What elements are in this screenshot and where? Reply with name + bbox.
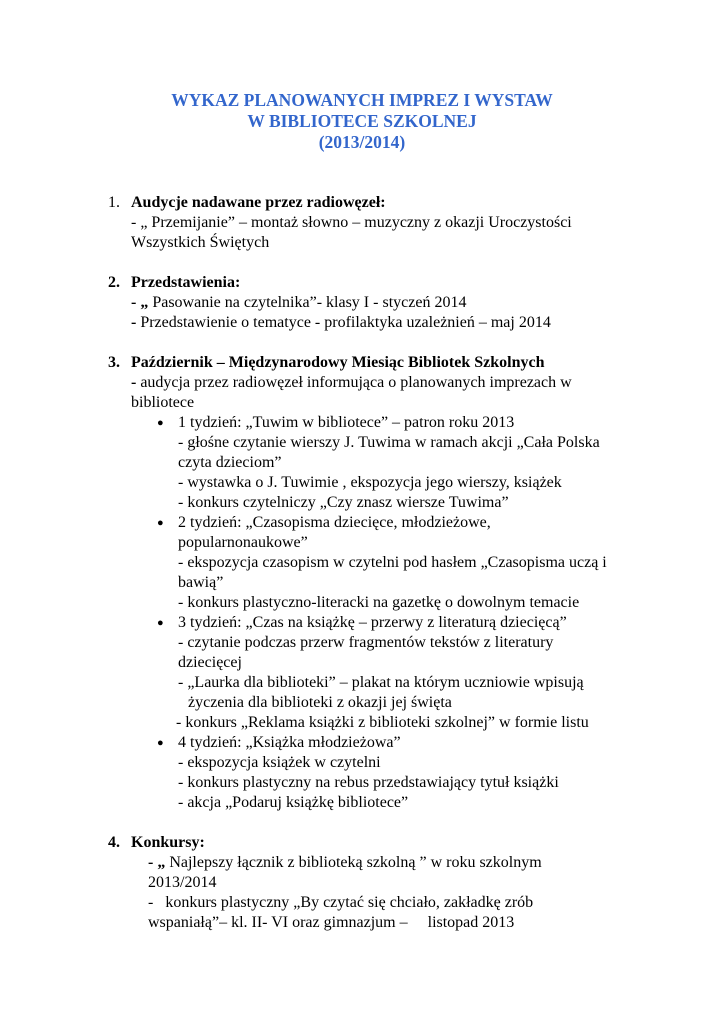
title-line-2: W BIBLIOTECE SZKOLNEJ bbox=[247, 111, 477, 131]
title-line-3: (2013/2014) bbox=[318, 132, 406, 152]
section-1-line: Wszystkich Świętych bbox=[131, 234, 270, 251]
item-dash: - „ bbox=[131, 294, 149, 311]
bullet-icon: ● bbox=[157, 617, 164, 629]
item-text: Najlepszy łącznik z biblioteką szkolną ” w roku szkolnym bbox=[165, 854, 542, 871]
week-3-line: - „Laurka dla biblioteki” – plakat na którym uczniowie wpisują bbox=[174, 674, 584, 691]
section-2-item bbox=[131, 293, 466, 313]
week-3-line: - czytanie podczas przerw fragmentów tekstów z literatury bbox=[178, 634, 554, 651]
week-4-line: - akcja „Podaruj książkę bibliotece” bbox=[178, 794, 409, 811]
section-2-number: 2. bbox=[108, 274, 120, 291]
section-1-line: - „ Przemijanie” – montaż słowno – muzyczny z okazji Uroczystości bbox=[131, 214, 572, 231]
item-text: Przedstawienie o tematyce - profilaktyka uzależnień – maj 2014 bbox=[136, 314, 551, 331]
bullet-icon: ● bbox=[157, 517, 164, 529]
section-2-heading: Przedstawienia: bbox=[131, 274, 241, 291]
section-1-number: 1. bbox=[108, 194, 120, 211]
week-3-title: 3 tydzień: „Czas na książkę – przerwy z literaturą dziecięcą” bbox=[178, 614, 567, 631]
section-4-line: - konkurs plastyczny „By czytać się chciało, zakładkę zrób bbox=[148, 894, 534, 911]
bullet-icon: ● bbox=[157, 417, 164, 429]
week-1-title: 1 tydzień: „Tuwim w bibliotece” – patron roku 2013 bbox=[178, 414, 515, 431]
week-3-line: dziecięcej bbox=[178, 654, 242, 671]
week-2-line: popularnonaukowe” bbox=[178, 534, 308, 551]
week-4-line: - ekspozycja książek w czytelni bbox=[178, 754, 381, 771]
section-3-intro bbox=[131, 373, 572, 393]
section-4-heading: Konkursy: bbox=[131, 834, 205, 851]
intro-text: audycja przez radiowęzeł informująca o planowanych imprezach w bbox=[136, 374, 572, 391]
section-3-intro-line: bibliotece bbox=[131, 394, 195, 411]
item-text: Pasowanie na czytelnika”- klasy I - styczeń 2014 bbox=[148, 294, 467, 311]
section-4-line: 2013/2014 bbox=[148, 874, 217, 891]
week-2-line: - ekspozycja czasopism w czytelni pod hasłem „Czasopisma uczą i bbox=[178, 554, 607, 571]
section-4-number: 4. bbox=[108, 834, 120, 851]
week-3-line: życzenia dla biblioteki z okazji jej święta bbox=[180, 694, 452, 711]
section-2-item bbox=[131, 313, 551, 333]
week-4-title: 4 tydzień: „Książka młodzieżowa” bbox=[178, 734, 401, 751]
item-dash: - bbox=[131, 314, 137, 331]
week-2-title: 2 tydzień: „Czasopisma dziecięce, młodzieżowe, bbox=[178, 514, 491, 531]
intro-dash: - bbox=[131, 374, 137, 391]
week-1-line: czyta dzieciom” bbox=[178, 454, 282, 471]
week-4-line: - konkurs plastyczny na rebus przedstawiający tytuł książki bbox=[178, 774, 559, 791]
week-1-line: - wystawka o J. Tuwimie , ekspozycja jego wierszy, książek bbox=[178, 474, 562, 491]
bullet-icon: ● bbox=[157, 737, 164, 749]
week-1-line: - głośne czytanie wierszy J. Tuwima w ramach akcji „Cała Polska bbox=[178, 434, 600, 451]
item-dash: - „ bbox=[148, 854, 166, 871]
section-4-line: wspaniałą”– kl. II- VI oraz gimnazjum – listopad 2013 bbox=[148, 914, 515, 931]
section-3-number: 3. bbox=[108, 354, 120, 371]
week-1-line: - konkurs czytelniczy „Czy znasz wiersze Tuwima” bbox=[178, 494, 509, 511]
section-3-heading: Październik – Międzynarodowy Miesiąc Bibliotek Szkolnych bbox=[131, 354, 545, 371]
title-line-1: WYKAZ PLANOWANYCH IMPREZ I WYSTAW bbox=[171, 90, 553, 110]
week-2-line: - konkurs plastyczno-literacki na gazetkę o dowolnym temacie bbox=[178, 594, 580, 611]
week-2-line: bawią” bbox=[178, 574, 224, 591]
section-1-heading: Audycje nadawane przez radiowęzeł: bbox=[131, 194, 386, 211]
week-3-line: - konkurs „Reklama książki z biblioteki szkolnej” w formie listu bbox=[176, 714, 589, 731]
section-4-item bbox=[148, 853, 542, 873]
